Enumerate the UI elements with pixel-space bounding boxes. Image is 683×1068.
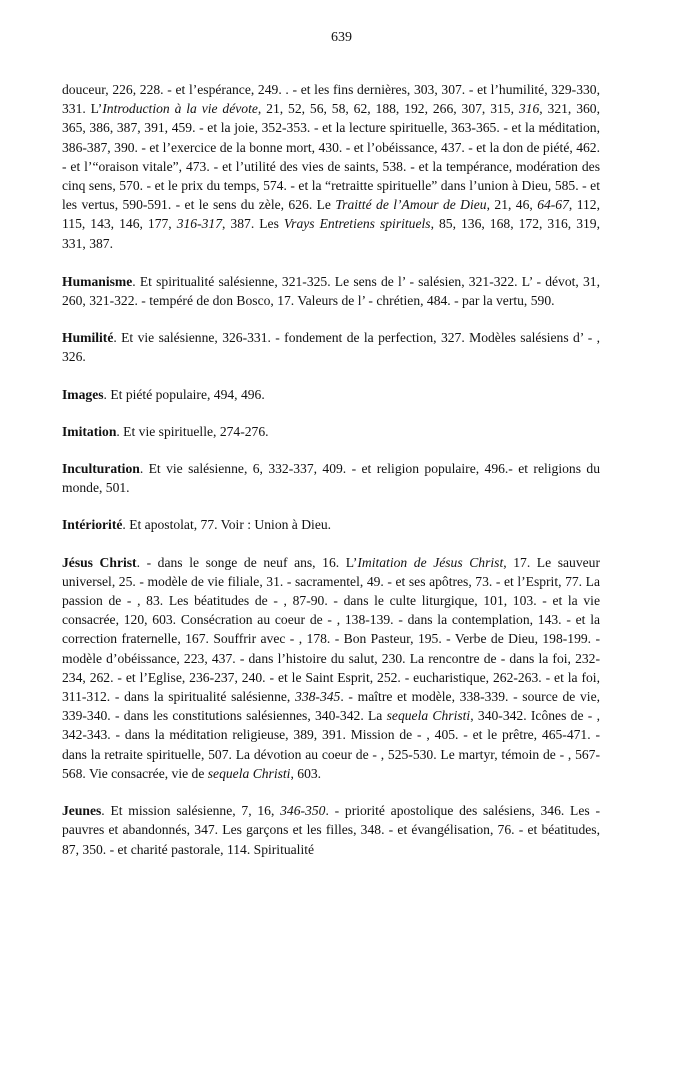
entry-text: douceur, 226, 228. - et l’espérance, 249. . - et les fins dernières, 303, 307. - et l’humilité, 329-330, 331. L’ [62, 82, 600, 117]
entry-text: . - priorité apostolique des salésiens, 346. Les - pauvres et abandonnés, 347. Les garçons et les filles, 348. - et évangélisation, 76. - et béatitudes, 87, 350. - et charité pastorale, 114. Spiritualité [62, 803, 600, 857]
index-term: Images [62, 386, 104, 402]
index-entry [62, 459, 600, 497]
index-entry [62, 553, 600, 783]
index-entry [62, 801, 600, 859]
index-entry [62, 328, 600, 366]
entry-text: , 85, 136, 168, 172, 316, 319, 331, 387. [62, 216, 601, 251]
italic-reference: 346-350 [280, 803, 326, 819]
index-term: Inculturation [62, 461, 140, 477]
entry-text: . - dans le songe de neuf ans, 16. L’ [136, 554, 358, 570]
italic-reference: Traitté de l’Amour de Dieu [335, 197, 487, 213]
entry-text: . Et spiritualité salésienne, 321-325. Le sens de l’ - salésien, 321-322. L’ - dévot, 31, 260, 321-322. - tempéré de don Bosco, 17. Valeurs de l’ - chrétien, 484. - par la vertu, 590. [62, 273, 600, 309]
italic-reference: 338-345 [295, 689, 341, 705]
italic-reference: Imitation de Jésus Christ [357, 554, 504, 570]
italic-reference: Introduction à la vie dévote [102, 101, 258, 117]
entry-text: , 112, 115, 143, 146, 177, [62, 197, 600, 232]
italic-reference: sequela Christi [386, 708, 471, 724]
index-term: Jeunes [62, 803, 102, 819]
index-entry [62, 272, 600, 310]
index-term: Humilité [62, 330, 114, 346]
entry-text: , 21, 46, [486, 197, 538, 213]
italic-reference: Vrays Entretiens spirituels [283, 216, 431, 232]
index-entry [62, 515, 600, 534]
index-entry [62, 422, 600, 441]
entry-text: , 340-342. Icônes de - , 342-343. - dans la méditation religieuse, 389, 391. Mission de - , 405. - et le prêtre, 465-471. - dans la retraite spirituelle, 507. La dévotion au coeur de - , 525-530. Le martyr, témoin de - , 567-568. Vie consacrée, vie de [62, 708, 600, 781]
index-term: Jésus Christ [62, 554, 137, 570]
entry-text: . Et vie salésienne, 6, 332-337, 409. - et religion populaire, 496.- et religions du monde, 501. [62, 461, 600, 496]
entry-text: . - maître et modèle, 338-339. - source de vie, 339-340. - dans les constitutions salésiennes, 340-342. La [62, 689, 601, 724]
index-entry [62, 80, 600, 253]
index-entry [62, 385, 600, 404]
page-number: 639 [331, 30, 352, 45]
index-term: Imitation [62, 423, 117, 439]
entry-text: . Et vie salésienne, 326-331. - fondement de la perfection, 327. Modèles salésiens d’ - , 326. [62, 330, 600, 365]
entry-text: . Et apostolat, 77. Voir : Union à Dieu. [122, 517, 332, 533]
entry-text: . Et vie spirituelle, 274-276. [116, 423, 269, 439]
italic-reference: 316-317 [176, 216, 223, 232]
entry-text: . Et piété populaire, 494, 496. [103, 386, 265, 402]
entry-text: , 321, 360, 365, 386, 387, 391, 459. - et la joie, 352-353. - et la lecture spirituelle, 363-365. - et la méditation, 386-387, 390. - et l’exercice de la bonne mort, 430. - et l’obéissance, 437. - et la don de piété, 462. - et l’“oraison vitale”, 473. - et l’utilité des vies de saints, 538. - et la tempérance, modération des cinq sens, 570. - et le prix du temps, 574. - et la “retraitte spirituelle” dans l’union à Dieu, 585. - et les vertus, 590-591. - et le sens du zèle, 626. Le [62, 101, 600, 213]
italic-reference: 316 [518, 101, 540, 117]
entry-text: , 21, 52, 56, 58, 62, 188, 192, 266, 307, 315, [257, 101, 519, 117]
entry-text: , 17. Le sauveur universel, 25. - modèle de vie filiale, 31. - sacramentel, 49. - et ses apôtres, 73. - et l’Esprit, 77. La passion de - , 83. Les béatitudes de - , 87-90. - dans le culte liturgique, 101, 103. - et la vie consacrée, 120, 603. Consécration au coeur de - , 138-139. - dans la contemplation, 143. - et la correction fraternelle, 167. Souffrir avec - , 178. - Bon Pasteur, 195. - Verbe de Dieu, 198-199. - modèle d’obéissance, 223, 437. - dans l’histoire du salut, 230. La rencontre de - dans la foi, 232-234, 262. - et l’Eglise, 236-237, 240. - et le Saint Esprit, 252. - eucharistique, 262-263. - et la foi, 311-312. - dans la spiritualité salésienne, [62, 554, 601, 705]
entry-text: . Et mission salésienne, 7, 16, [101, 803, 281, 819]
italic-reference: sequela Christi [207, 765, 291, 781]
entry-text: , 387. Les [222, 216, 284, 232]
italic-reference: 64-67 [537, 197, 569, 213]
index-term: Intériorité [62, 517, 123, 533]
entry-text: , 603. [290, 765, 322, 781]
index-term: Humanisme [62, 273, 133, 289]
index-entries [62, 80, 600, 877]
